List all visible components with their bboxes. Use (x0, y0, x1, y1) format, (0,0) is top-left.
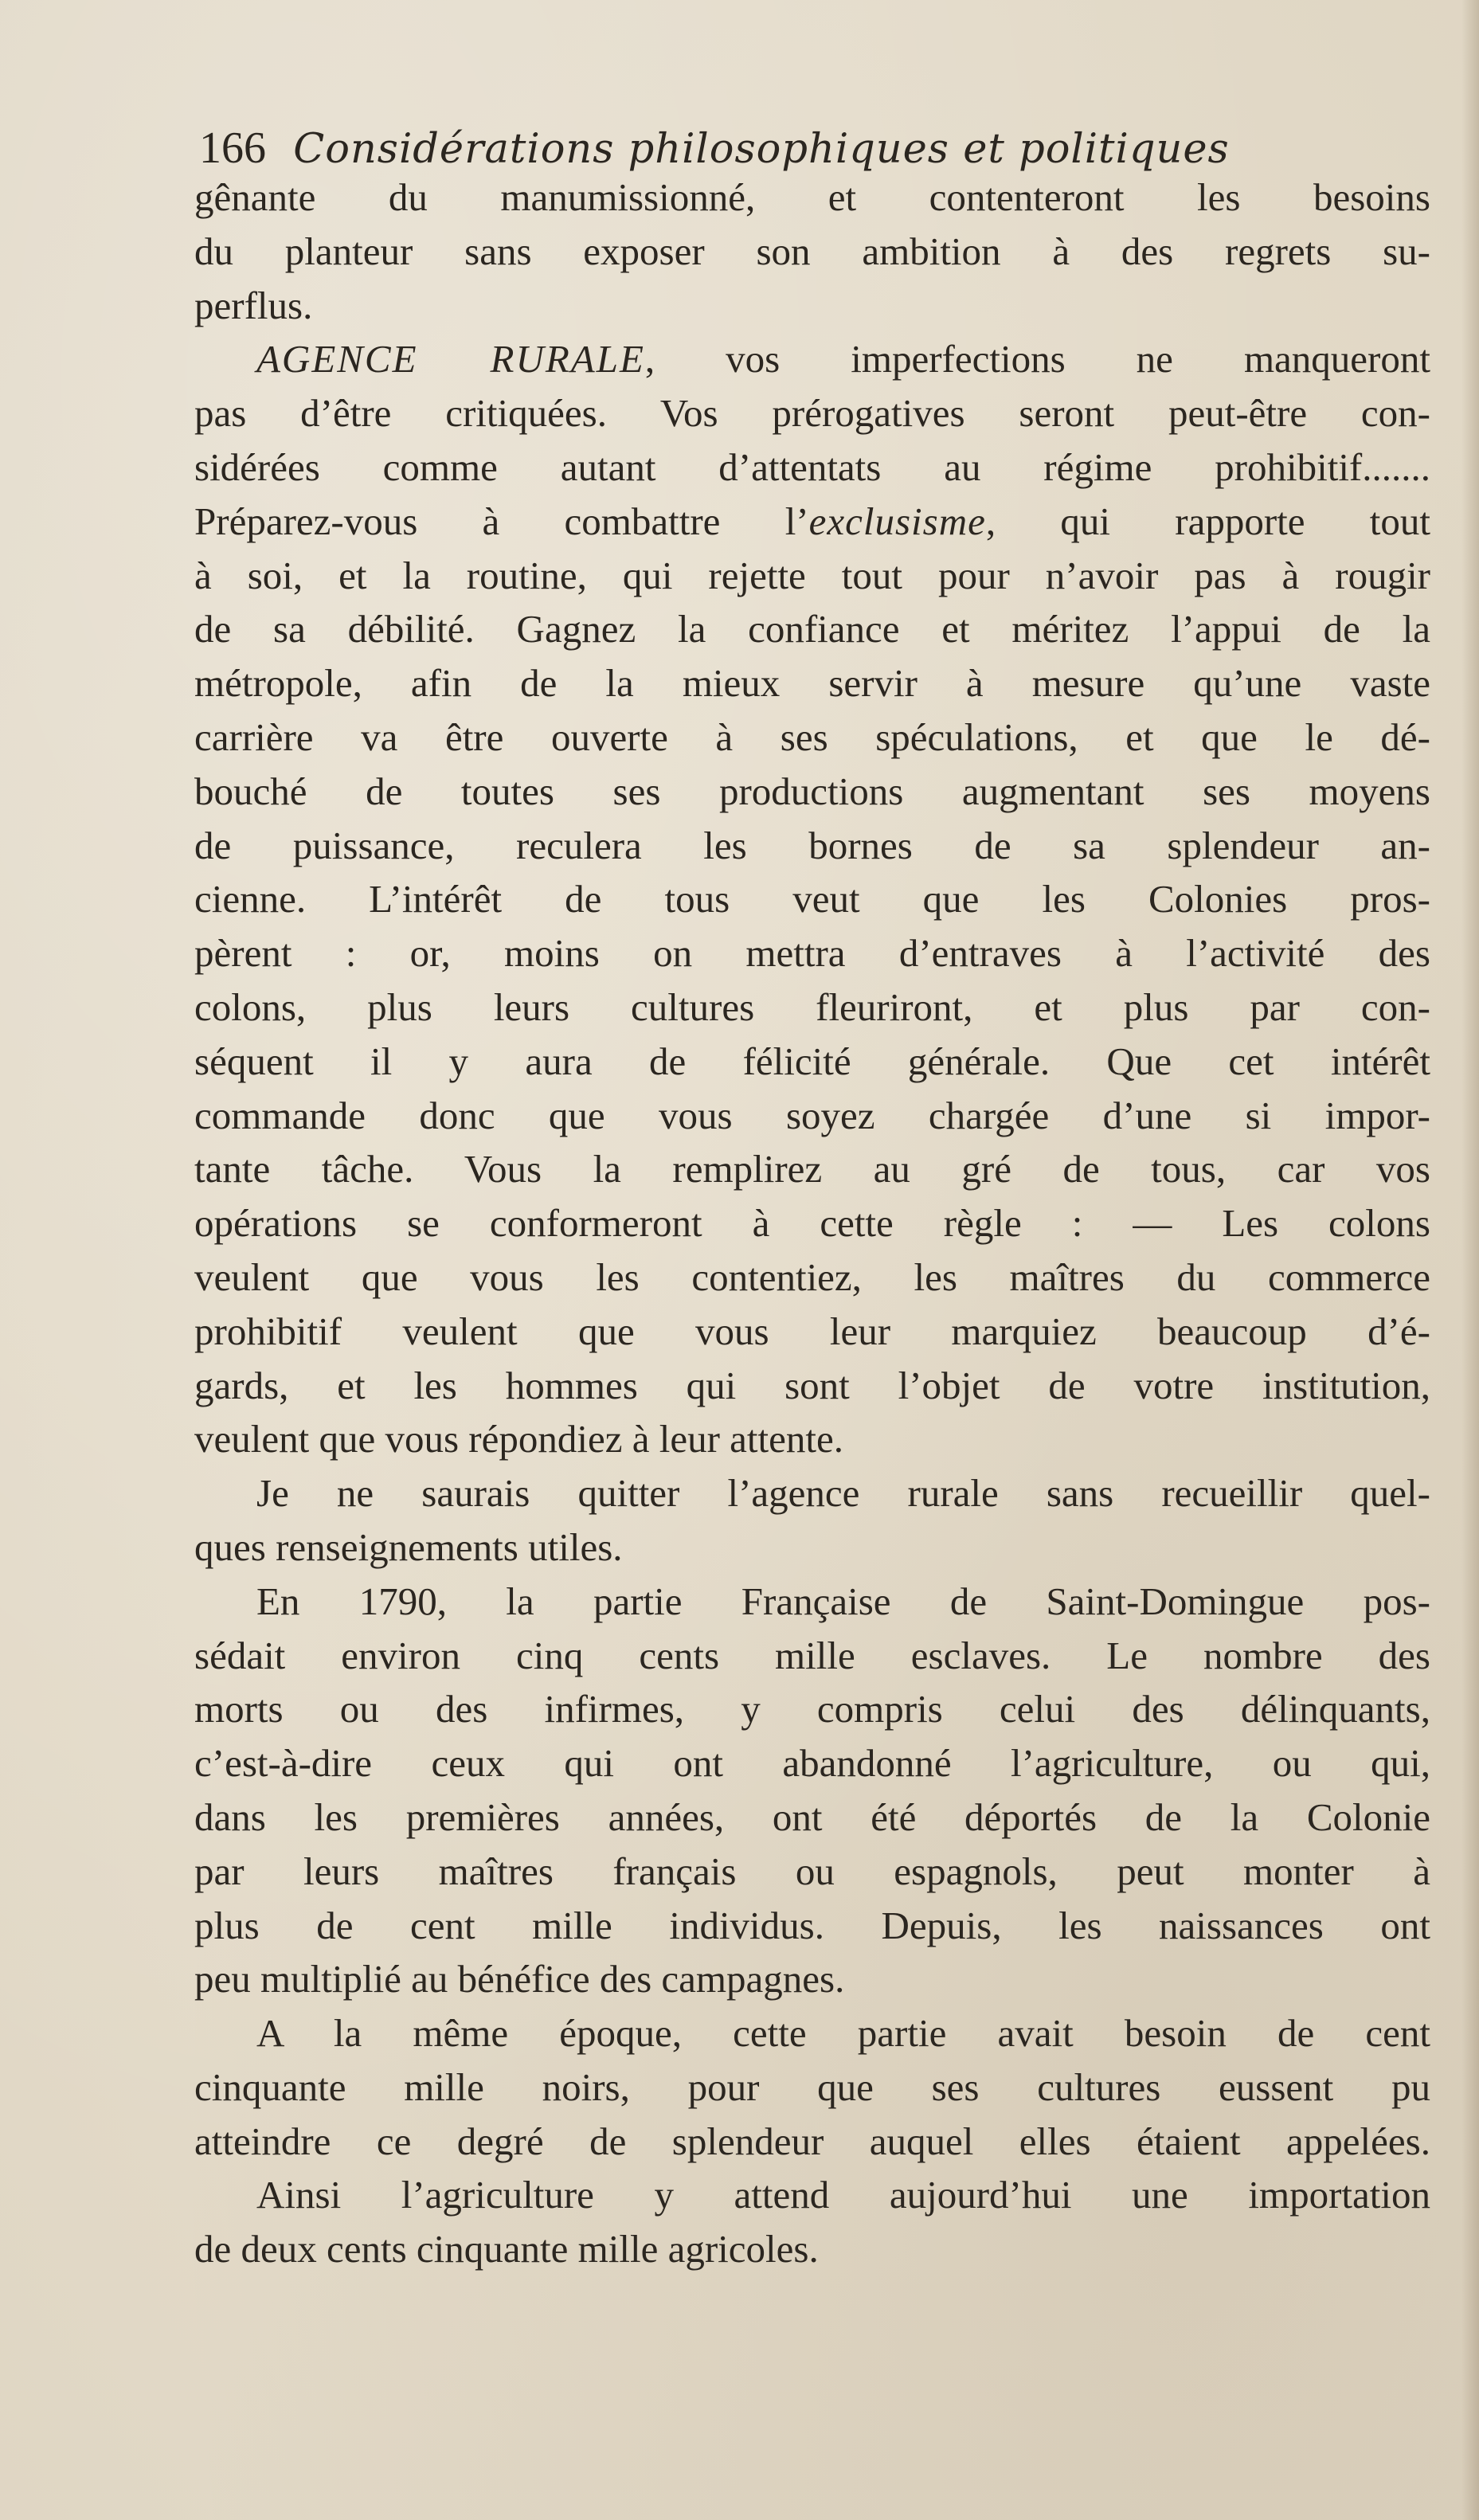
text-line: tante tâche. Vous la remplirez au gré de tous, car vos (194, 1147, 1430, 1192)
text-line: Ainsi l’agriculture y attend aujourd’hui une importation (256, 2173, 1430, 2217)
text-line: métropole, afin de la mieux servir à mesure qu’une vaste (194, 661, 1430, 706)
text-line: pas d’être critiquées. Vos prérogatives seront peut-être con- (194, 391, 1430, 436)
text-line: bouché de toutes ses productions augmentant ses moyens (194, 769, 1430, 813)
text-line: du planteur sans exposer son ambition à des regrets su- (194, 229, 1430, 273)
text-line: En 1790, la partie Française de Saint-Domingue pos- (256, 1579, 1430, 1623)
text-line: peu multiplié au bénéfice des campagnes. (194, 1957, 845, 2002)
text-line: atteindre ce degré de splendeur auquel elles étaient appelées. (194, 2119, 1430, 2163)
text-line: veulent que vous les contentiez, les maîtres du commerce (194, 1254, 1430, 1299)
emphasized-word: exclusisme (808, 499, 986, 543)
text-line: carrière va être ouverte à ses spéculations, et que le dé- (194, 714, 1430, 759)
text-line: gênante du manumissionné, et contenteront les besoins (194, 175, 1430, 219)
text-line: c’est-à-dire ceux qui ont abandonné l’agriculture, ou qui, (194, 1741, 1430, 1786)
text-line: sédait environ cinq cents mille esclaves. Le nombre des (194, 1633, 1430, 1677)
text-line: sidérées comme autant d’attentats au régime prohibitif....... (194, 444, 1430, 489)
text-line: opérations se conformeront à cette règle : — Les colons (194, 1201, 1430, 1246)
text-line: par leurs maîtres français ou espagnols, peut monter à (194, 1849, 1430, 1893)
page-edge-shadow (1461, 0, 1479, 2520)
text-line: à soi, et la routine, qui rejette tout pour n’avoir pas à rougir (194, 553, 1430, 597)
text-line: A la même époque, cette partie avait besoin de cent (256, 2011, 1430, 2056)
text-line: pèrent : or, moins on mettra d’entraves à l’activité des (194, 931, 1430, 976)
text-line: gards, et les hommes qui sont l’objet de votre institution, (194, 1363, 1430, 1407)
text-line: perflus. (194, 283, 313, 327)
text-line: AGENCE RURALE, vos imperfections ne manqueront (256, 337, 1430, 382)
text-line: ques renseignements utiles. (194, 1524, 623, 1569)
page-number: 166 (199, 123, 266, 173)
text-line: de sa débilité. Gagnez la confiance et méritez l’appui de la (194, 607, 1430, 652)
text-line: cienne. L’intérêt de tous veut que les Colonies pros- (194, 877, 1430, 922)
text-line: de deux cents cinquante mille agricoles. (194, 2227, 819, 2272)
text-line: colons, plus leurs cultures fleuriront, et plus par con- (194, 984, 1430, 1029)
text-line: Je ne saurais quitter l’agence rurale sans recueillir quel- (256, 1471, 1430, 1516)
text-line: cinquante mille noirs, pour que ses cultures eussent pu (194, 2064, 1430, 2109)
text-line: veulent que vous répondiez à leur attente. (194, 1417, 843, 1462)
text-line: séquent il y aura de félicité générale. Que cet intérêt (194, 1039, 1430, 1083)
section-heading: AGENCE RURALE (256, 337, 645, 382)
body-text (194, 170, 1430, 2276)
running-title: Considérations philosophiques et politiques (293, 126, 1230, 173)
text-line: plus de cent mille individus. Depuis, les naissances ont (194, 1903, 1430, 1947)
text-line: prohibitif veulent que vous leur marquiez beaucoup d’é- (194, 1309, 1430, 1353)
text-line: de puissance, reculera les bornes de sa splendeur an- (194, 823, 1430, 867)
text-line: morts ou des infirmes, y compris celui des délinquants, (194, 1687, 1430, 1732)
text-line: Préparez-vous à combattre l’exclusisme, qui rapporte tout (194, 499, 1430, 543)
text-line: dans les premières années, ont été déportés de la Colonie (194, 1794, 1430, 1839)
text-line: commande donc que vous soyez chargée d’une si impor- (194, 1093, 1430, 1137)
